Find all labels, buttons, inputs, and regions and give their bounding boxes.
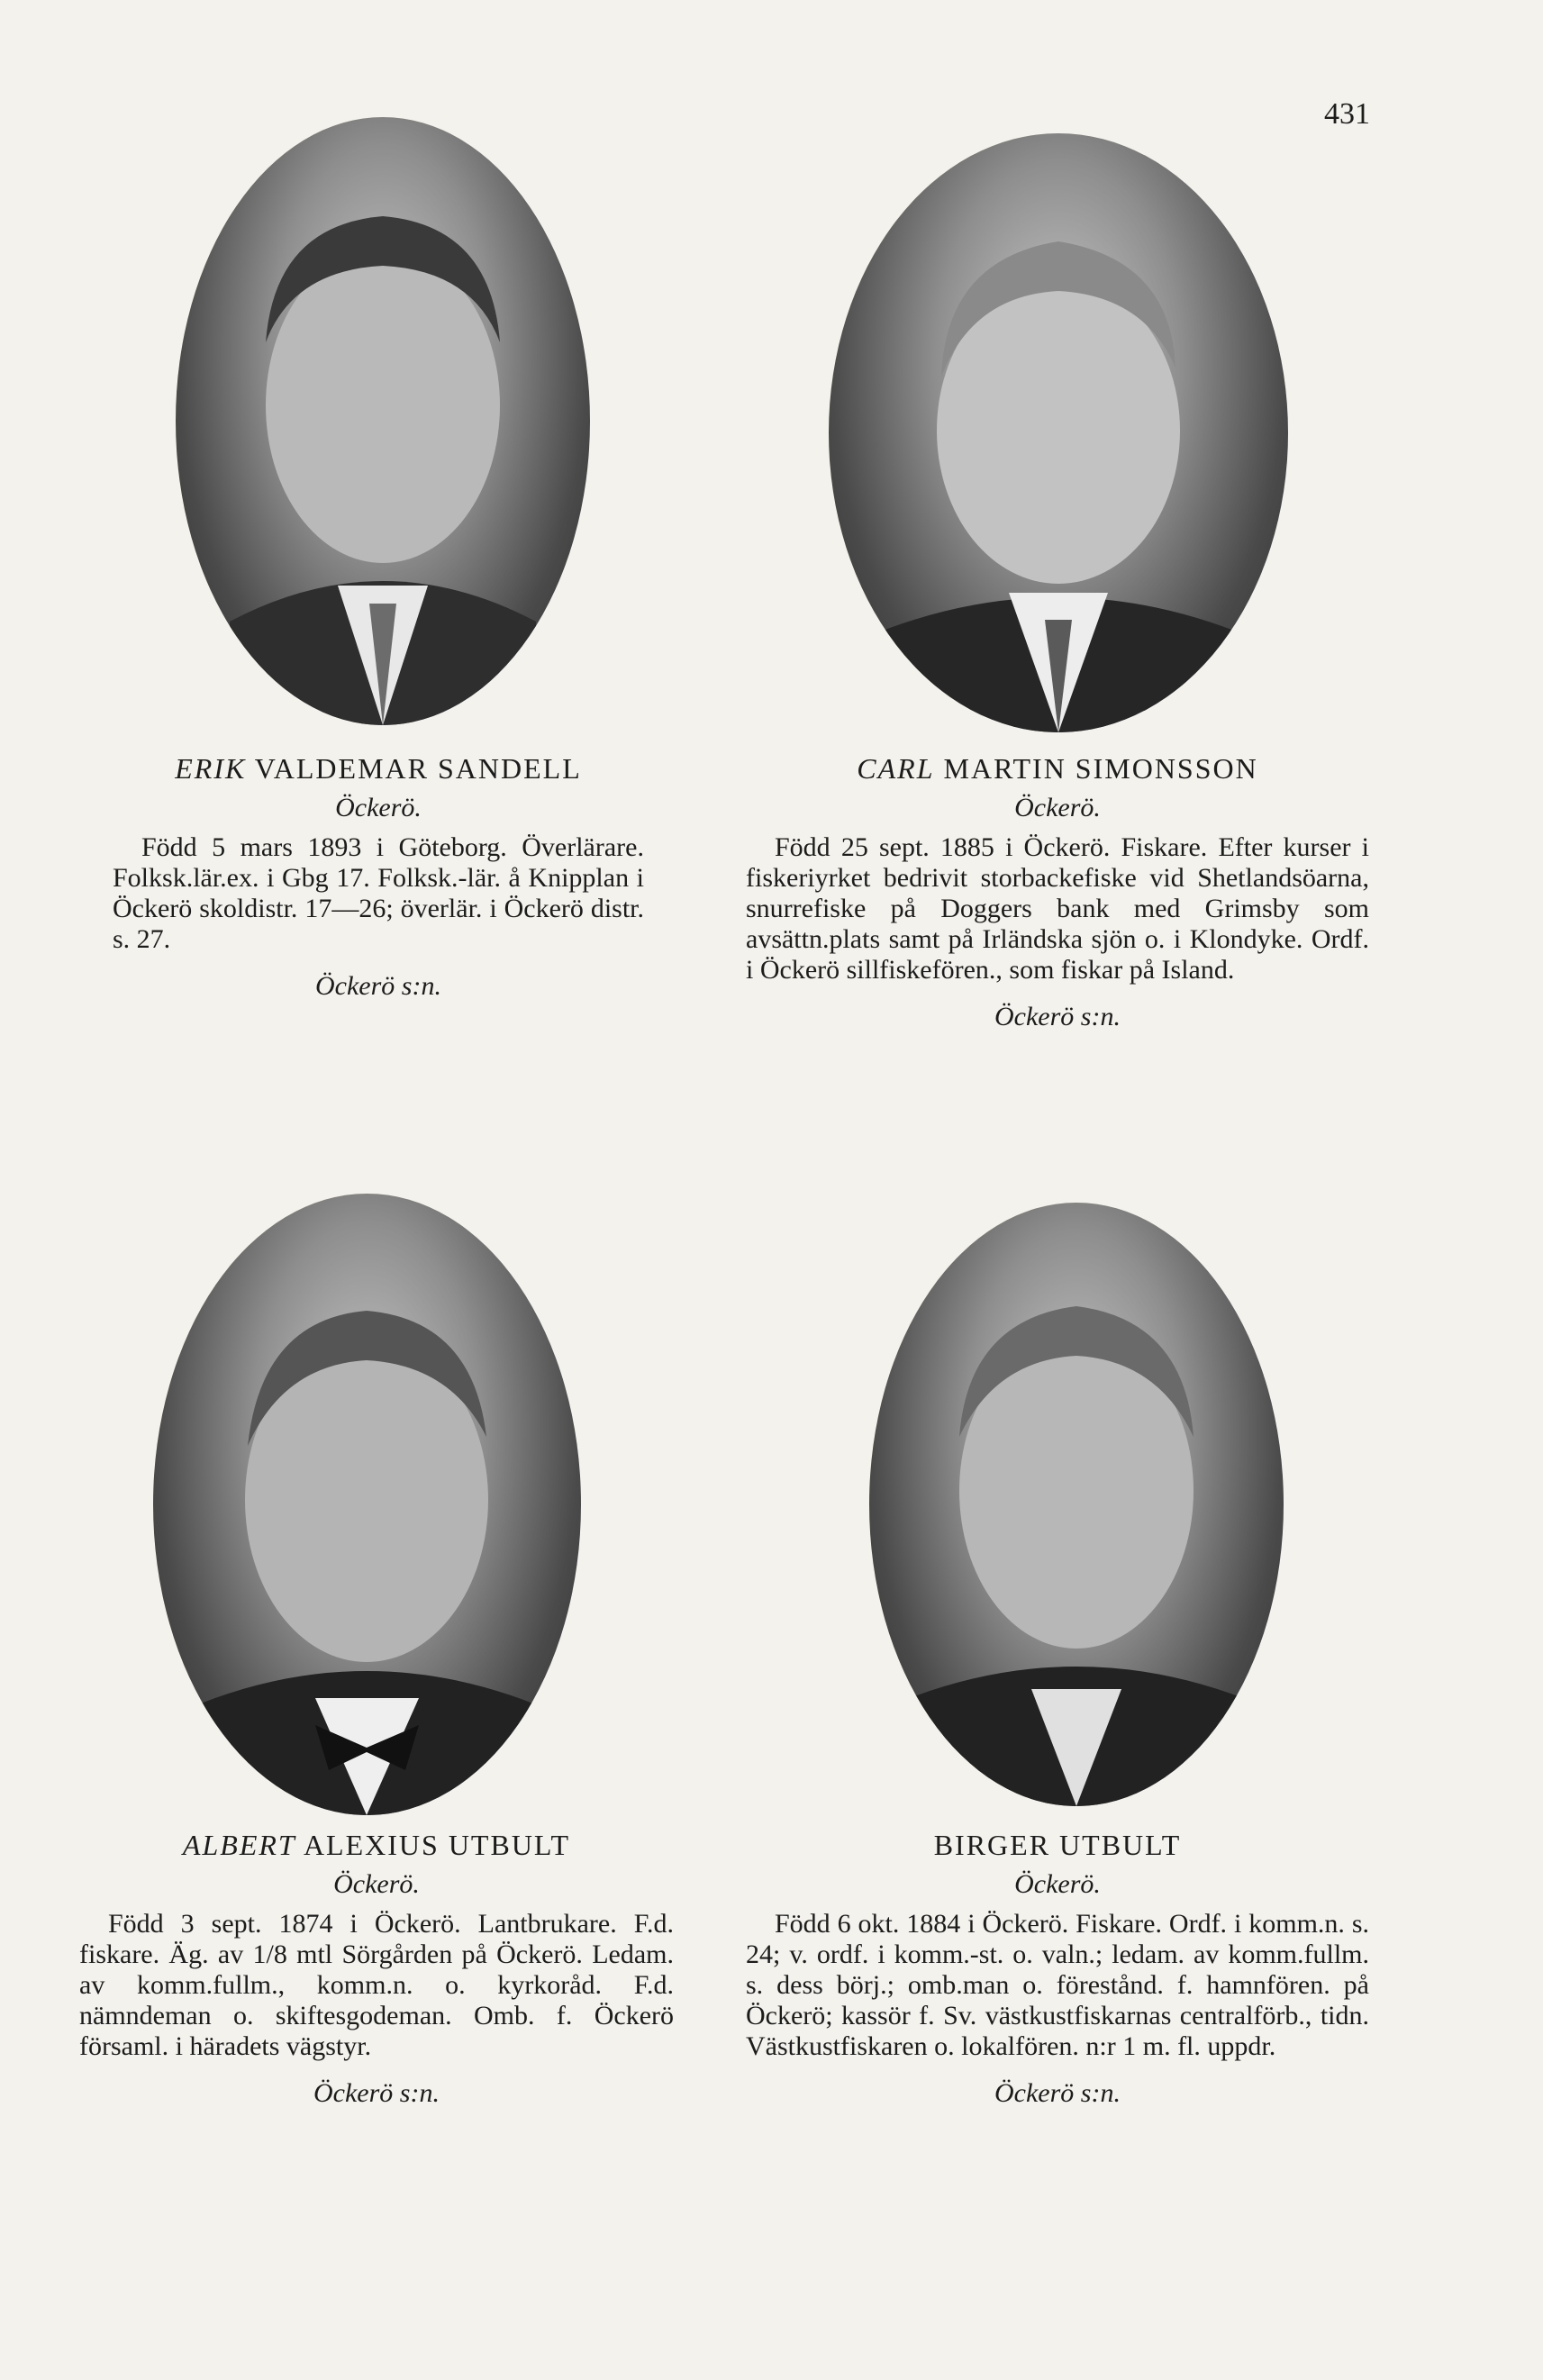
portrait-photo-albert-utbult xyxy=(153,1194,581,1815)
biography-text: Född 3 sept. 1874 i Öckerö. Lantbrukare. F.d. fiskare. Äg. av 1/8 mtl Sörgården på Öckerö. Ledam. av komm.fullm., komm.n. o. kyrkoråd. F.d. nämndeman o. skiftesgodeman. Omb. f. Öckerö församl. i häradets vägstyr. xyxy=(79,1909,674,2061)
first-name: ERIK xyxy=(175,752,247,785)
biography-entry xyxy=(113,752,644,1002)
parish-signature: Öckerö s:n. xyxy=(315,971,441,1001)
biography-text: Född 25 sept. 1885 i Öckerö. Fiskare. Efter kurser i fiskeriyrket bedrivit storbackefiske vid Shetlandsöarna, snurrefiske på Doggers bank med Grimsby som avsättn.plats samt på Irländska sjön o. i Klondyke. Ordf. i Öckerö sillfiskefören., som fiskar på Island. xyxy=(746,832,1369,985)
portrait-photo-birger-utbult xyxy=(869,1203,1284,1806)
person-name xyxy=(79,1829,674,1862)
residence: Öckerö. xyxy=(335,793,422,822)
portrait-photo-carl-simonsson xyxy=(829,133,1288,732)
person-name xyxy=(113,752,644,786)
first-name: CARL xyxy=(857,752,935,785)
rest-name: BIRGER UTBULT xyxy=(933,1829,1182,1861)
parish-signature: Öckerö s:n. xyxy=(994,2078,1121,2108)
rest-name: VALDEMAR SANDELL xyxy=(254,752,582,785)
person-name xyxy=(746,1829,1369,1862)
residence: Öckerö. xyxy=(1014,793,1101,822)
page-number: 431 xyxy=(1324,97,1370,131)
portrait-photo-erik-sandell xyxy=(176,117,590,725)
residence: Öckerö. xyxy=(333,1869,420,1899)
person-name xyxy=(746,752,1369,786)
first-name: ALBERT xyxy=(182,1829,296,1861)
rest-name: MARTIN SIMONSSON xyxy=(943,752,1258,785)
biography-text: Född 6 okt. 1884 i Öckerö. Fiskare. Ordf. i komm.n. s. 24; v. ordf. i komm.-st. o. valn.; ledam. av komm.fullm. s. dess börj.; omb.man o. förestånd. f. hamnfören. på Öckerö; kassör f. Sv. västkustfiskarnas centralförb., tidn. Västkustfiskaren o. lokalfören. n:r 1 m. fl. uppdr. xyxy=(746,1909,1369,2061)
biography-entry xyxy=(746,752,1369,1032)
parish-signature: Öckerö s:n. xyxy=(994,1002,1121,1031)
parish-signature: Öckerö s:n. xyxy=(313,2078,440,2108)
biography-text: Född 5 mars 1893 i Göteborg. Överlärare. Folksk.lär.ex. i Gbg 17. Folksk.-lär. å Knipplan i Öckerö skoldistr. 17—26; överlär. i Öckerö distr. s. 27. xyxy=(113,832,644,954)
residence: Öckerö. xyxy=(1014,1869,1101,1899)
biography-entry xyxy=(746,1829,1369,2109)
biography-entry xyxy=(79,1829,674,2109)
rest-name: ALEXIUS UTBULT xyxy=(303,1829,571,1861)
